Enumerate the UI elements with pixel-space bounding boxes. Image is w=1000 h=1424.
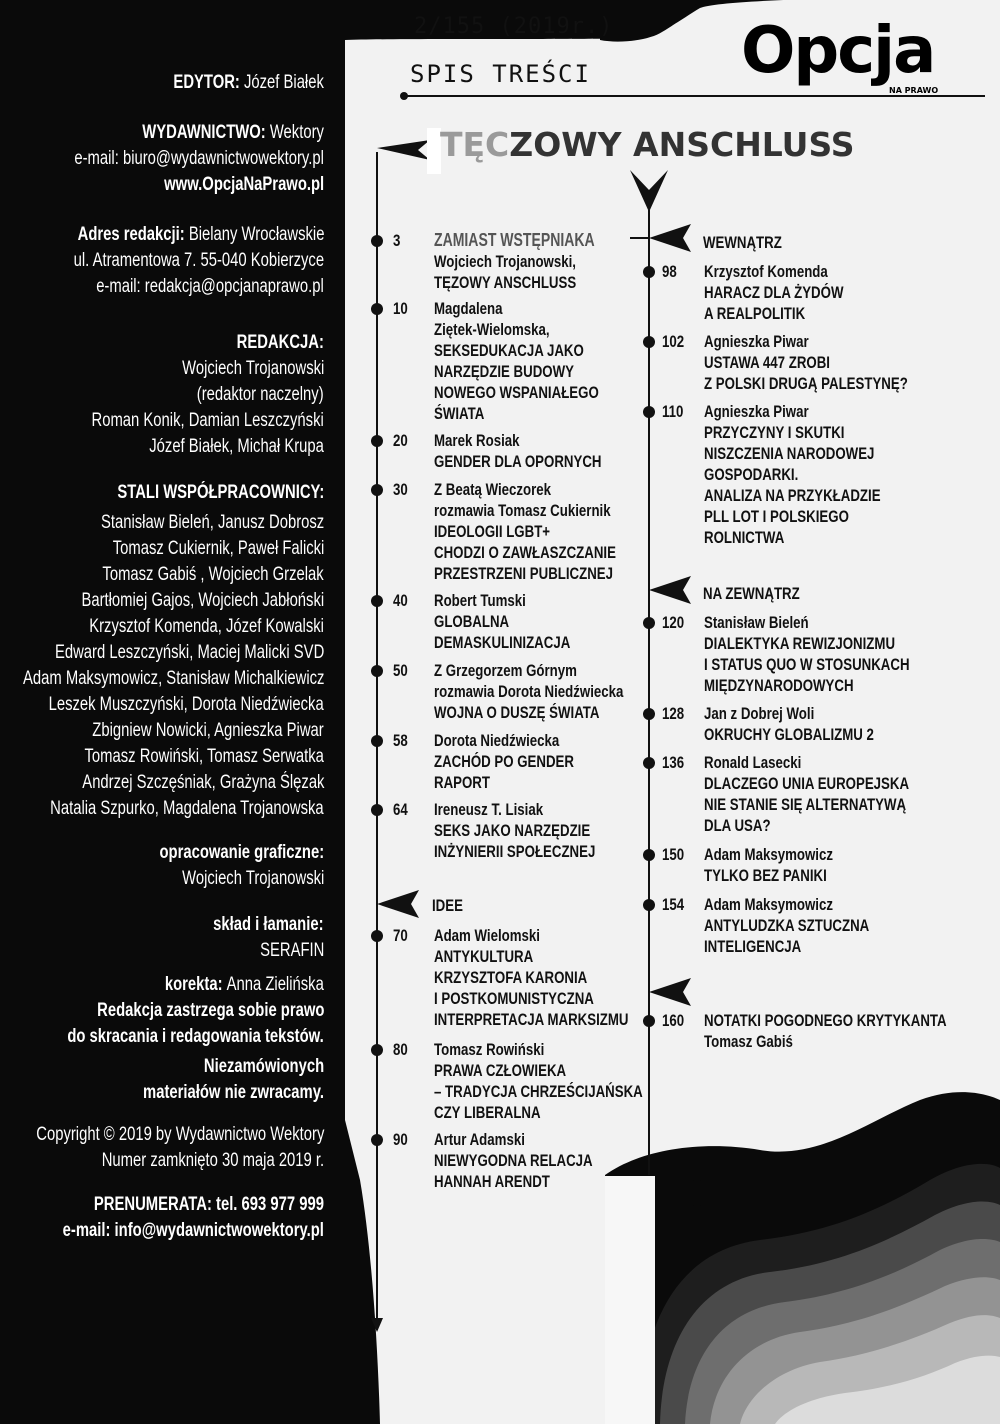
credit-text: Natalia Szpurko, Magdalena Trojanowska (50, 798, 324, 819)
credit-label: STALI WSPÓŁPRACOWNICY: (117, 482, 324, 503)
toc-entry[interactable] (434, 479, 667, 584)
toc-entry[interactable] (434, 430, 649, 472)
credit-label: REDAKCJA: (236, 332, 324, 353)
credit-line (33, 998, 324, 1024)
credit-line (14, 770, 324, 796)
credit-line (170, 1054, 324, 1080)
credit-line (92, 1080, 324, 1106)
credit-label: korekta: (165, 974, 227, 995)
section-idee: IDEE (432, 896, 463, 915)
toc-bullet (643, 899, 655, 911)
toc-page-number: 58 (393, 731, 408, 750)
toc-page-number: 150 (662, 845, 685, 864)
credit-label: PRENUMERATA: tel. 693 977 999 (93, 1194, 324, 1215)
toc-entry-author: Adam Maksymowicz (704, 845, 833, 864)
credit-label: do skracania i redagowania tekstów. (67, 1026, 324, 1047)
toc-bullet (643, 757, 655, 769)
toc-entry-author: Magdalena (434, 299, 503, 318)
toc-page-number: 40 (393, 591, 408, 610)
toc-page-number: 70 (393, 926, 408, 945)
toc-page-number: 154 (662, 895, 685, 914)
toc-entry-title: DEMASKULINIZACJA (434, 633, 571, 652)
toc-entry-title: rozmawia Dorota Niedźwiecka (434, 682, 624, 701)
credit-text: Tomasz Cukiernik, Paweł Falicki (112, 538, 324, 559)
credit-text: Roman Konik, Damian Leszczyński (91, 410, 324, 431)
credit-text: Anna Zielińska (226, 974, 324, 995)
toc-entry-title: A REALPOLITIK (704, 304, 806, 323)
toc-entry[interactable] (434, 298, 645, 424)
credit-line (142, 356, 324, 382)
credit-line (17, 744, 324, 770)
toc-entry[interactable] (704, 894, 916, 957)
toc-entry[interactable] (434, 230, 640, 293)
credit-line (0, 1122, 324, 1148)
toc-page-number: 120 (662, 613, 685, 632)
toc-page-number: 3 (393, 231, 401, 250)
credit-line (53, 536, 324, 562)
credit-label: skład i łamanie: (213, 914, 324, 935)
credit-line (32, 274, 324, 300)
credit-line (120, 972, 324, 998)
toc-entry-title: NIE STANIE SIĘ ALTERNATYWĄ (704, 795, 907, 814)
toc-page-number: 30 (393, 480, 408, 499)
toc-bullet (371, 484, 383, 496)
toc-entry-author: Z Grzegorzem Górnym (434, 661, 577, 680)
toc-entry-author: Artur Adamski (434, 1130, 525, 1149)
credit-text: (redaktor naczelny) (197, 384, 324, 405)
toc-entry-title: I STATUS QUO W STOSUNKACH (704, 655, 910, 674)
credit-line (91, 120, 324, 146)
toc-entry-author: Dorota Niedźwiecka (434, 731, 560, 750)
toc-entry-title: PRZESTRZENI PUBLICZNEJ (434, 564, 614, 583)
toc-entry[interactable] (434, 799, 641, 862)
credit-label: e-mail: info@wydawnictwowektory.pl (62, 1220, 324, 1241)
toc-entry[interactable] (434, 730, 613, 793)
lead-title-light: TĘC (440, 125, 510, 164)
credit-text: Józef Białek, Michał Krupa (149, 436, 324, 457)
toc-bullet (643, 266, 655, 278)
toc-entry-title: Z POLSKI DRUGĄ PALESTYNĘ? (704, 374, 908, 393)
toc-entry-title: rozmawia Tomasz Cukiernik (434, 501, 611, 520)
credit-text: Wektory (269, 122, 324, 143)
toc-bullet (371, 1044, 383, 1056)
toc-entry-title: ANALIZA NA PRZYKŁADZIE (704, 486, 881, 505)
credit-text: Tomasz Gabiś , Wojciech Grzelak (102, 564, 324, 585)
credit-label: Niezamówionych (203, 1056, 324, 1077)
toc-entry-title: SEKS JAKO NARZĘDZIE (434, 821, 591, 840)
credit-text: Zbigniew Nowicki, Agnieszka Piwar (92, 720, 324, 741)
toc-page-number: 10 (393, 299, 408, 318)
toc-bullet (371, 303, 383, 315)
toc-entry-author: Agnieszka Piwar (704, 332, 809, 351)
toc-entry-title: IDEOLOGII LGBT+ (434, 522, 551, 541)
credit-line (131, 70, 324, 96)
toc-entry-author: Ireneusz T. Lisiak (434, 800, 544, 819)
credit-label: www.OpcjaNaPrawo.pl (163, 174, 324, 195)
toc-entry-title: GENDER DLA OPORNYCH (434, 452, 602, 471)
credit-line (38, 510, 324, 536)
white-block-left (605, 1176, 655, 1424)
toc-entry-author: Ronald Lasecki (704, 753, 802, 772)
toc-entry[interactable] (704, 612, 968, 696)
credit-text: Andrzej Szczęśniak, Grażyna Ślęzak (81, 772, 324, 793)
toc-entry[interactable] (704, 752, 967, 836)
credit-line (59, 480, 324, 506)
toc-page-number: 20 (393, 431, 408, 450)
credit-text: Edward Leszczyński, Maciej Malicki SVD (54, 642, 324, 663)
credit-line (40, 562, 324, 588)
toc-entry-title: USTAWA 447 ZROBI (704, 353, 830, 372)
credit-line (161, 382, 324, 408)
toc-entry[interactable] (434, 590, 609, 653)
credit-text: Numer zamknięto 30 maja 2019 r. (101, 1150, 324, 1171)
toc-entry[interactable] (434, 1129, 637, 1192)
toc-entry-title: ANTYLUDZKA SZTUCZNA (704, 916, 870, 935)
toc-entry-title: GLOBALNA (434, 612, 510, 631)
toc-entry[interactable] (704, 331, 965, 394)
toc-bullet (643, 849, 655, 861)
toc-entry-title: ŚWIATA (434, 404, 485, 423)
toc-entry[interactable] (704, 844, 869, 886)
toc-entry-title: CZY LIBERALNA (434, 1103, 541, 1122)
toc-entry-title: INTELIGENCJA (704, 937, 802, 956)
toc-page-number: 160 (662, 1011, 685, 1030)
credit-text: Copyright © 2019 by Wydawnictwo Wektory (35, 1124, 324, 1145)
credit-label: Adres redakcji: (77, 224, 189, 245)
toc-page-number: 128 (662, 704, 685, 723)
credit-line (13, 588, 324, 614)
toc-entry-title: Ziętek-Wielomska, (434, 320, 550, 339)
toc-entry-author: Adam Wielomski (434, 926, 540, 945)
credit-label: EDYTOR: (173, 72, 245, 93)
issue-number: 2/155 (2019r.) (414, 14, 614, 39)
toc-entry-author: Tomasz Rowiński (434, 1040, 545, 1059)
toc-page-number: 64 (393, 800, 408, 819)
credit-text: Tomasz Rowiński, Tomasz Serwatka (84, 746, 324, 767)
toc-entry-title: OKRUCHY GLOBALIZMU 2 (704, 725, 874, 744)
toc-page-number: 136 (662, 753, 685, 772)
toc-entry-title: PRAWA CZŁOWIEKA (434, 1061, 567, 1080)
toc-bullet (371, 1134, 383, 1146)
credit-text: Stanisław Bieleń, Janusz Dobrosz (100, 512, 324, 533)
toc-entry-author: Jan z Dobrej Woli (704, 704, 815, 723)
toc-bullet (371, 595, 383, 607)
magazine-logo-sub: NA PRAWO (889, 86, 939, 95)
toc-entry-title: PLL LOT I POLSKIEGO (704, 507, 849, 526)
credit-line (26, 408, 324, 434)
toc-entry[interactable] (704, 703, 922, 745)
toc-entry-title: KRZYSZTOFA KARONIA (434, 968, 588, 987)
toc-entry-title: NISZCZENIA NARODOWEJ (704, 444, 875, 463)
toc-entry-author: Marek Rosiak (434, 431, 520, 450)
toc-entry-title: CHODZI O ZAWŁASZCZANIE (434, 543, 616, 562)
toc-entry-author: Adam Maksymowicz (704, 895, 833, 914)
section-wewnatrz: WEWNĄTRZ (703, 233, 782, 252)
credit-line (142, 866, 324, 892)
credit-text: Leszek Muszczyński, Dorota Niedźwiecka (48, 694, 324, 715)
credit-label: WYDAWNICTWO: (142, 122, 270, 143)
toc-entry[interactable] (434, 925, 683, 1030)
toc-entry-title: NOWEGO WSPANIAŁEGO (434, 383, 599, 402)
toc-entry[interactable] (434, 660, 677, 723)
lead-title (440, 125, 855, 164)
toc-entry-author: ZAMIAST WSTĘPNIAKA (434, 230, 595, 250)
credit-line (0, 666, 324, 692)
toc-entry-title: ANTYKULTURA (434, 947, 534, 966)
toc-entry-title: I POSTKOMUNISTYCZNA (434, 989, 594, 1008)
toc-entry-title: TYLKO BEZ PANIKI (704, 866, 827, 885)
toc-entry-title: HANNAH ARENDT (434, 1172, 550, 1191)
credit-text: e-mail: biuro@wydawnictwowektory.pl (74, 148, 324, 169)
toc-entry-author: NOTATKI POGODNEGO KRYTYKANTA (704, 1011, 947, 1030)
section-na-zewnatrz: NA ZEWNĄTRZ (703, 584, 800, 603)
toc-entry-title: ROLNICTWA (704, 528, 785, 547)
credit-text: ul. Atramentowa 7. 55-040 Kobierzyce (73, 250, 324, 271)
toc-entry-title: PRZYCZYNY I SKUTKI (704, 423, 845, 442)
toc-entry-title: HARACZ DLA ŻYDÓW (704, 283, 844, 302)
credit-line (0, 1024, 324, 1050)
credit-line (113, 840, 324, 866)
toc-entry-title: SEKSEDUKACJA JAKO (434, 341, 584, 360)
toc-bullet (371, 235, 383, 247)
toc-page-number: 80 (393, 1040, 408, 1059)
credit-label: Redakcja zastrzega sobie prawo (96, 1000, 324, 1021)
toc-entry-title: MIĘDZYNARODOWYCH (704, 676, 854, 695)
credit-text: Krzysztof Komenda, Józef Kowalski (89, 616, 324, 637)
toc-page-number: 98 (662, 262, 677, 281)
toc-page-number: 50 (393, 661, 408, 680)
toc-entry-title: INŻYNIERII SPOŁECZNEJ (434, 842, 596, 861)
section-title: SPIS TREŚCI (410, 60, 591, 88)
credit-line (8, 222, 324, 248)
toc-bullet (371, 665, 383, 677)
toc-page-number: 110 (662, 402, 684, 421)
toc-entry-author: Z Beatą Wieczorek (434, 480, 552, 499)
toc-bullet (371, 930, 383, 942)
toc-bullet (371, 435, 383, 447)
toc-entry-title: GOSPODARKI. (704, 465, 799, 484)
credit-line (119, 172, 324, 198)
credit-line (0, 640, 324, 666)
credit-line (29, 1192, 324, 1218)
toc-entry[interactable] (434, 1039, 702, 1123)
credit-line (4, 146, 324, 172)
toc-entry-author: Stanisław Bieleń (704, 613, 809, 632)
toc-page-number: 102 (662, 332, 685, 351)
credit-line (0, 796, 324, 822)
ink-dot (684, 1180, 710, 1206)
credit-line (0, 692, 324, 718)
toc-bullet (643, 617, 655, 629)
toc-entry[interactable] (704, 1010, 1000, 1052)
credit-text: SERAFIN (259, 940, 324, 961)
toc-entry-title: ZACHÓD PO GENDER (434, 752, 574, 771)
lead-title-dark: ZOWY ANSCHLUSS (509, 125, 855, 164)
credit-label: opracowanie graficzne: (159, 842, 324, 863)
toc-entry-title: NIEWYGODNA RELACJA (434, 1151, 593, 1170)
credit-text: Józef Białek (244, 72, 324, 93)
credit-text: Adam Maksymowicz, Stanisław Michalkiewicz (22, 668, 324, 689)
magazine-logo: Opcja (741, 14, 935, 88)
toc-entry-title: TĘZOWY ANSCHLUSS (434, 273, 577, 292)
toc-entry-title: DIALEKTYKA REWIZJONIZMU (704, 634, 896, 653)
credit-text: Wojciech Trojanowski (181, 358, 324, 379)
toc-entry-title: WOJNA O DUSZĘ ŚWIATA (434, 703, 600, 722)
toc-entry-title: DLACZEGO UNIA EUROPEJSKA (704, 774, 910, 793)
credit-text: Wojciech Trojanowski (181, 868, 324, 889)
credit-line (182, 912, 324, 938)
toc-entry-title: Tomasz Gabiś (704, 1032, 793, 1051)
credit-text: Bielany Wrocławskie (188, 224, 324, 245)
toc-entry-author: Robert Tumski (434, 591, 526, 610)
credit-line (212, 330, 324, 356)
toc-page-number: 90 (393, 1130, 408, 1149)
credit-line (39, 1148, 324, 1174)
credit-line (0, 1218, 324, 1244)
toc-entry-title: – TRADYCJA CHRZEŚCIJAŃSKA (434, 1082, 643, 1101)
credit-label: materiałów nie zwracamy. (143, 1082, 324, 1103)
credit-line (23, 614, 324, 640)
toc-bullet (371, 735, 383, 747)
credit-line (27, 718, 324, 744)
credit-line (242, 938, 324, 964)
credit-line (3, 248, 324, 274)
toc-entry-title: NARZĘDZIE BUDOWY (434, 362, 574, 381)
credit-text: Bartłomiej Gajos, Wojciech Jabłoński (81, 590, 324, 611)
toc-entry-title: DLA USA? (704, 816, 771, 835)
toc-entry[interactable] (704, 401, 930, 548)
toc-entry[interactable] (704, 261, 883, 324)
toc-entry-title: INTERPRETACJA MARKSIZMU (434, 1010, 629, 1029)
credit-line (100, 434, 324, 460)
toc-entry-author: Agnieszka Piwar (704, 402, 809, 421)
toc-bullet (371, 804, 383, 816)
credit-text: e-mail: redakcja@opcjanaprawo.pl (96, 276, 324, 297)
toc-entry-author: Krzysztof Komenda (704, 262, 828, 281)
toc-entry-title: RAPORT (434, 773, 490, 792)
toc-entry-title: Wojciech Trojanowski, (434, 252, 576, 271)
